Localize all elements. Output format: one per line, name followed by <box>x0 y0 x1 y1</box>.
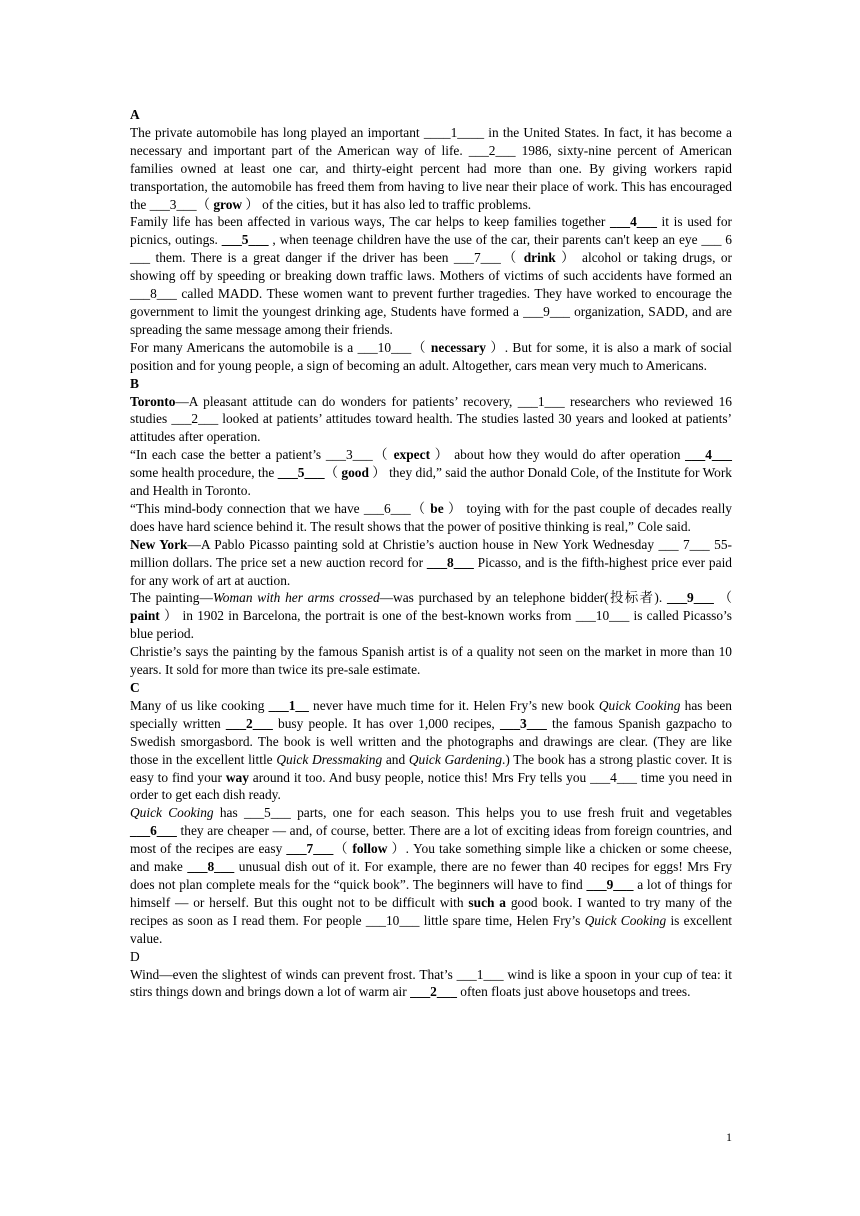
section-a-heading: A <box>130 107 140 122</box>
section-c-heading: C <box>130 680 140 695</box>
section-b-paragraph-3: “This mind-body connection that we have ___6___（ be ） toying with for the past couple of decades really does have hard science behind it. The result shows that the power of positive thinking is real,” Cole said. <box>130 500 732 534</box>
section-a-paragraph-3: For many Americans the automobile is a ___10___（ necessary ）. But for some, it is also a mark of social position and for young people, a sign of becoming an adult. Altogether, cars mean very much to Americans. <box>130 339 732 373</box>
section-b-paragraph-4: New York—A Pablo Picasso painting sold at Christie’s auction house in New York Wednesday ___ 7___ 55-million dollars. The price set a new auction record for ___8___ Picasso, and is the fifth-highest price ever paid for any work of art at auction. <box>130 536 733 588</box>
section-b-paragraph-2: “In each case the better a patient’s ___3___（ expect ） about how they would do after operation ___4___ some health procedure, the ___5___（ good ） they did,” said the author Donald Cole, of the Institute for Work and Health in Toronto. <box>130 447 732 499</box>
section-b-heading: B <box>130 375 139 391</box>
section-d-paragraph-1: Wind—even the slightest of winds can prevent frost. That’s ___1___ wind is like a spoon in your cup of tea: it stirs things down and brings down a lot of warm air ___2___ often floats just above housetops and trees. <box>130 966 732 1000</box>
section-b-paragraph-5: The painting—Woman with her arms crossed—was purchased by an telephone bidder(投标者). ___9___ （ paint ） in 1902 in Barcelona, the portrait is one of the best-known works from ___10___ is called Picasso’s blue period. <box>130 590 732 642</box>
section-c-paragraph-2: Quick Cooking has ___5___ parts, one for each season. This helps you to use fresh fruit and vegetables ___6___ they are cheaper — and, of course, better. There are a lot of exciting ideas from foreign countries, and most of the recipes are easy ___7___（ follow ）. You take something simple like a chicken or some cheese, and make ___8___ unusual dish out of it. For example, there are no fewer than 40 recipes for eggs! Mrs Fry does not plan complete meals for the “quick book”. The beginners will have to find ___9___ a lot of things for himself — or herself. But this ought not to be difficult with such a good book. I wanted to try many of the recipes as soon as I read them. For people ___10___ little spare time, Helen Fry’s Quick Cooking is excellent value. <box>130 805 733 946</box>
page-number: 1 <box>726 1130 732 1144</box>
section-a-paragraph-1: The private automobile has long played an important ____1____ in the United States. In fact, it has become a necessary and important part of the American way of life. ___2___ 1986, sixty-nine percent of American families owned at least one car, and thirty-eight percent had more than one. By giving workers rapid transportation, the automobile has freed them from having to live near their place of work. This has encouraged the ___3___（ grow ） of the cities, but it has also led to traffic problems. <box>130 124 732 212</box>
section-b-paragraph-1: Toronto—A pleasant attitude can do wonders for patients’ recovery, ___1___ researchers who reviewed 16 studies ___2___ looked at patients’ attitudes toward health. The studies lasted 30 years and looked at patients’ attitudes after operation. <box>130 393 732 445</box>
section-a-paragraph-2: Family life has been affected in various ways, The car helps to keep families together ___4___ it is used for picnics, outings. ___5___ , when teenage children have the use of the car, their parents can't keep an eye ___ 6 ___ them. There is a great danger if the driver has been ___7___（ drink ） alcohol or taking drugs, or showing off by speeding or breaking down traffic laws. Mothers of victims of such accidents have formed an ___8___ called MADD. These women want to prevent further tragedies. They have worked to encourage the government to limit the youngest drinking age, Students have formed a ___9___ organization, SADD, and are spreading the same message among their friends. <box>130 214 732 337</box>
document-body <box>130 106 732 1001</box>
section-d-heading: D <box>130 948 140 964</box>
section-b-paragraph-6: Christie’s says the painting by the famous Spanish artist is of a quality not seen on the market in more than 10 years. It sold for more than twice its pre-sale estimate. <box>130 644 732 678</box>
section-c-paragraph-1: Many of us like cooking ___1__ never have much time for it. Helen Fry’s new book Quick Cooking has been specially written ___2___ busy people. It has over 1,000 recipes, ___3___ the famous Spanish gazpacho to Swedish smorgasbord. The book is well written and the photographs and drawings are clear. (They are like those in the excellent little Quick Dressmaking and Quick Gardening.) The book has a strong plastic cover. It is easy to find your way around it too. And busy people, notice this! Mrs Fry tells you ___4___ time you need in order to get each dish ready. <box>130 697 733 803</box>
